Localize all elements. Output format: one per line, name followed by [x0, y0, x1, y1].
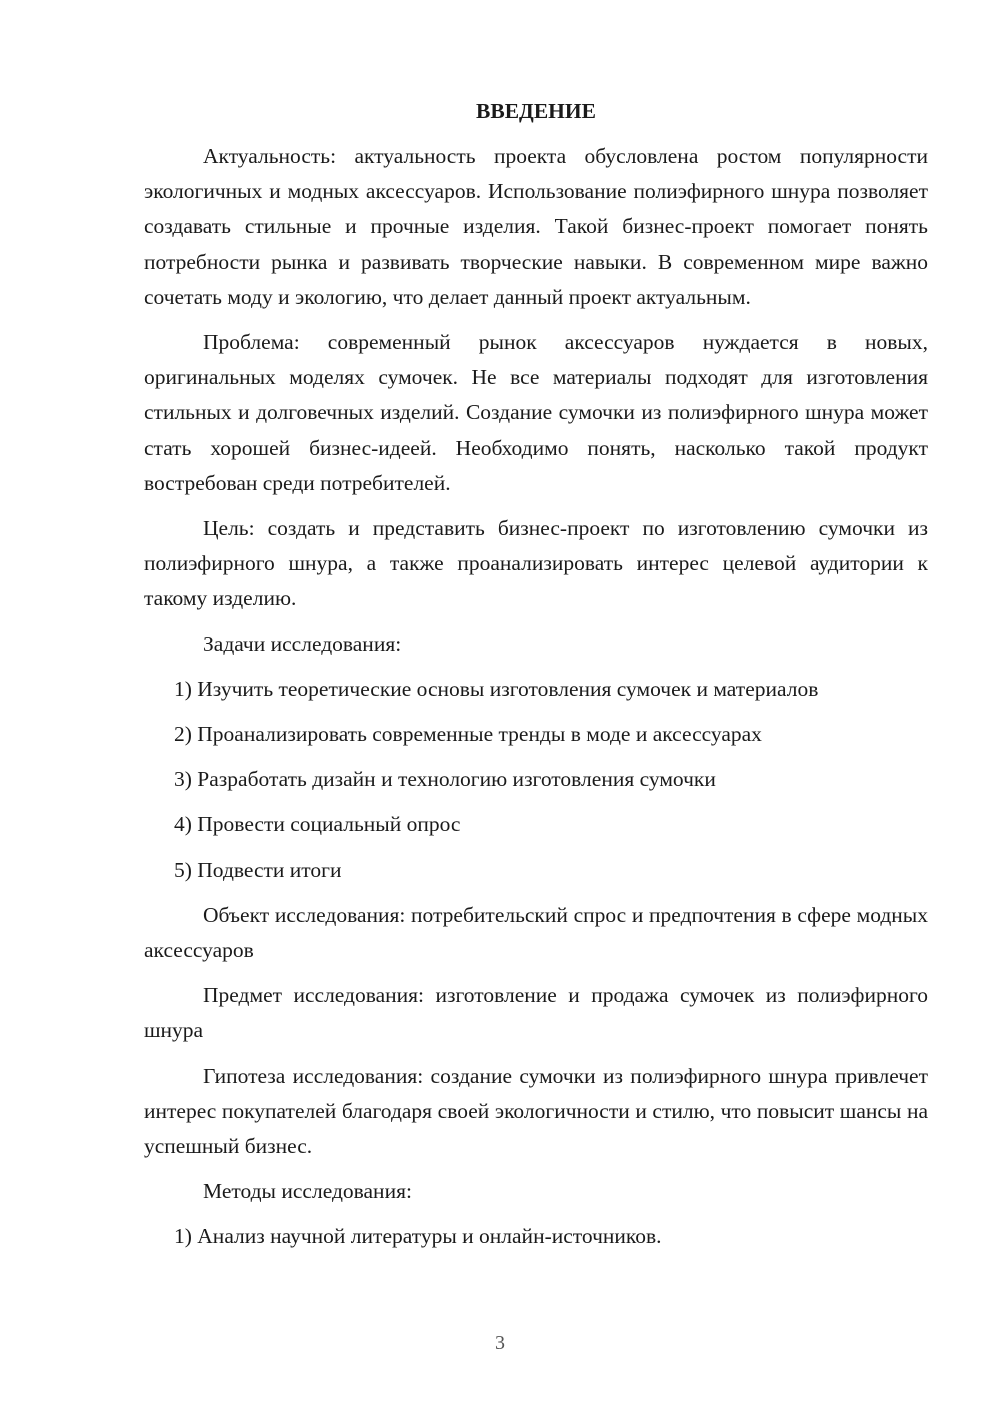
task-item: 2) Проанализировать современные тренды в моде и аксессуарах: [174, 722, 762, 747]
relevance-paragraph: Актуальность: актуальность проекта обусловлена ростом популярности экологичных и модных аксессуаров. Использование полиэфирного шнура позволяет создавать стильные и прочные изделия. Такой бизнес-проект помогает понять потребности рынка и развивать творческие навыки. В современном мире важно сочетать моду и экологию, что делает данный проект актуальным.: [144, 144, 928, 309]
page-title: ВВЕДЕНИЕ: [476, 99, 596, 123]
task-item: 5) Подвести итоги: [174, 857, 342, 882]
object-paragraph: Объект исследования: потребительский спрос и предпочтения в сфере модных аксессуаров: [144, 902, 928, 963]
page-number: 3: [495, 1332, 505, 1354]
goal-paragraph: Цель: создать и представить бизнес-проект по изготовлению сумочки из полиэфирного шнура, а также проанализировать интерес целевой аудитории к такому изделию.: [144, 516, 928, 611]
subject-paragraph: Предмет исследования: изготовление и продажа сумочек из полиэфирного шнура: [144, 983, 928, 1043]
methods-title: Методы исследования:: [203, 1179, 412, 1204]
problem-paragraph: Проблема: современный рынок аксессуаров нуждается в новых, оригинальных моделях сумочек. Не все материалы подходят для изготовления стильных и долговечных изделий. Создание сумочки из полиэфирного шнура может стать хорошей бизнес-идеей. Необходимо понять, насколько такой продукт востребован среди потребителей.: [144, 330, 928, 495]
document-body: [144, 93, 928, 1265]
task-item: 1) Изучить теоретические основы изготовления сумочек и материалов: [174, 676, 819, 701]
method-item: 1) Анализ научной литературы и онлайн-источников.: [174, 1224, 662, 1249]
hypothesis-paragraph: Гипотеза исследования: создание сумочки из полиэфирного шнура привлечет интерес покупателей благодаря своей экологичности и стилю, что повысит шансы на успешный бизнес.: [144, 1063, 928, 1159]
task-item: 3) Разработать дизайн и технологию изготовления сумочки: [174, 767, 716, 792]
tasks-title: Задачи исследования:: [203, 631, 402, 656]
task-item: 4) Провести социальный опрос: [174, 812, 461, 837]
